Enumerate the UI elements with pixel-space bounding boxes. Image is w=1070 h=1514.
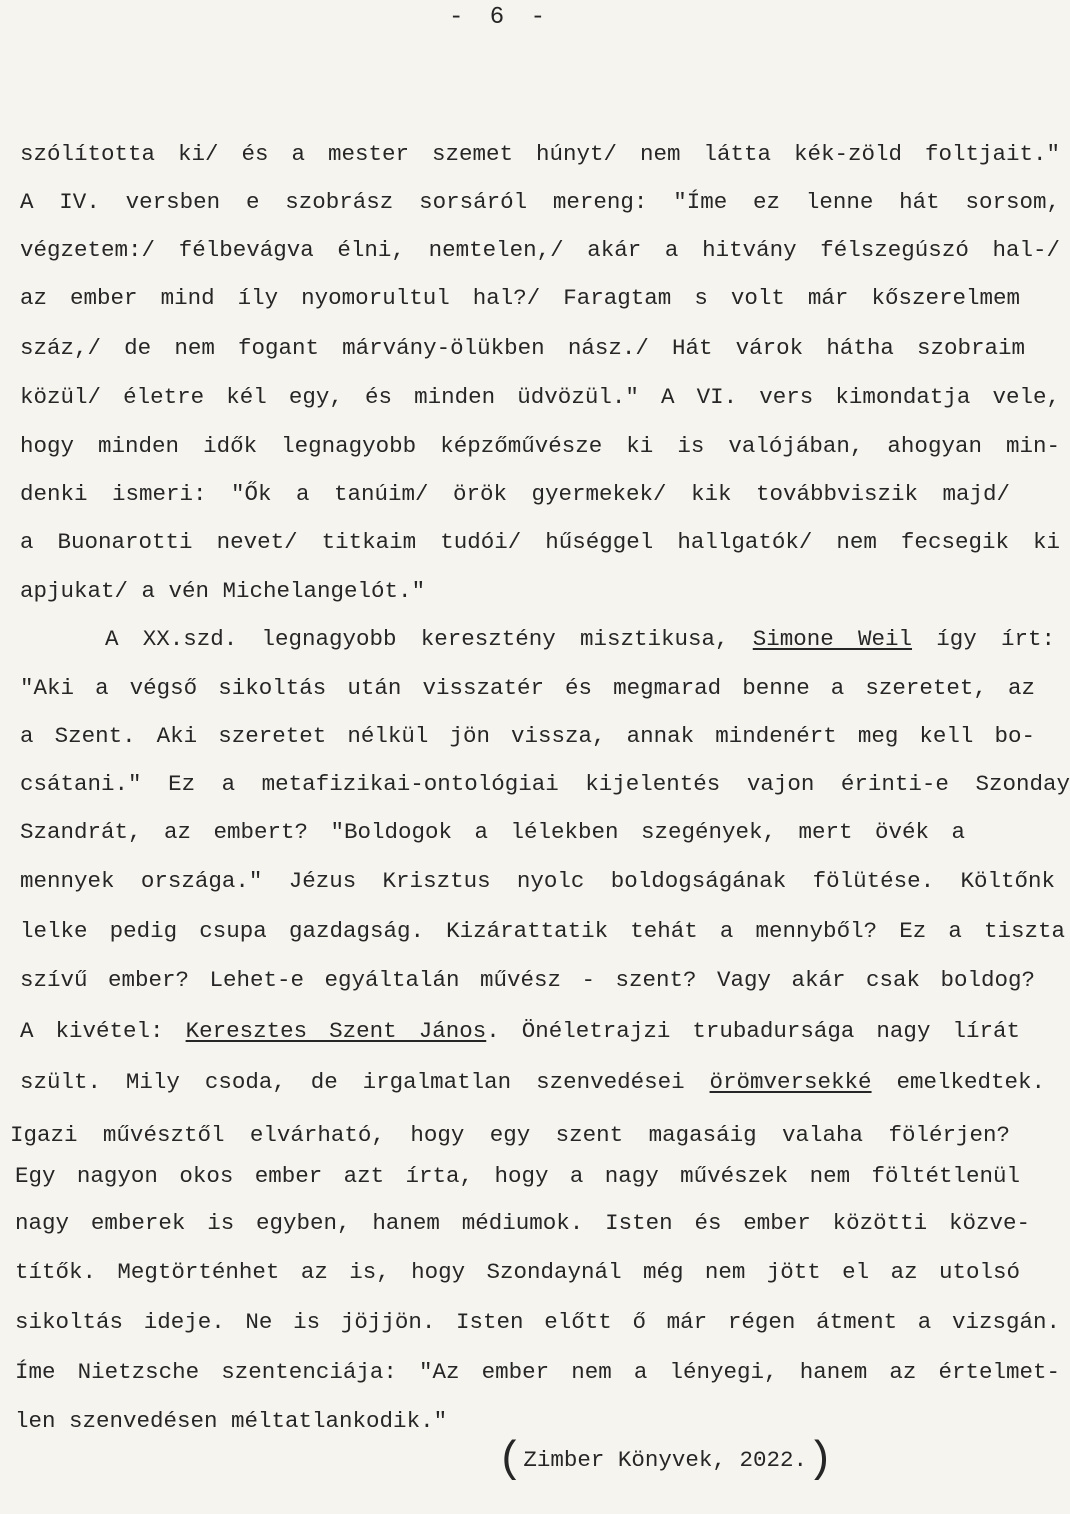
text-line: A IV. versben e szobrász sorsáról mereng: "Íme ez lenne hát sorsom,	[20, 189, 1060, 215]
text-line: az ember mind íly nyomorultul hal?/ Faragtam s volt már kőszerelmem	[20, 285, 1020, 311]
text-line: közül/ életre kél egy, és minden üdvözül." A VI. vers kimondatja vele,	[20, 384, 1060, 410]
text-span: szült. Mily csoda, de irgalmatlan szenvedései	[20, 1069, 710, 1095]
text-line: csátani." Ez a metafizikai-ontológiai kijelentés vajon érinti-e Szonday	[20, 771, 1070, 797]
text-line: Igazi művésztől elvárható, hogy egy szent magasáig valaha fölérjen?	[10, 1122, 1010, 1148]
text-line: a Szent. Aki szeretet nélkül jön vissza, annak mindenért meg kell bo-	[20, 723, 1035, 749]
text-line: a Buonarotti nevet/ titkaim tudói/ hűséggel hallgatók/ nem fecsegik ki	[20, 529, 1060, 555]
name-keresztes-szent-janos: Keresztes Szent János	[185, 1018, 487, 1044]
name-simone-weil: Simone Weil	[752, 626, 913, 652]
text-line: végzetem:/ félbevágva élni, nemtelen,/ akár a hitvány félszegúszó hal-/	[20, 237, 1060, 263]
text-line: nagy emberek is egyben, hanem médiumok. Isten és ember közötti közve-	[15, 1210, 1030, 1236]
paragraph-line	[105, 625, 1055, 653]
text-line: apjukat/ a vén Michelangelót."	[20, 578, 426, 604]
text-span: . Önéletrajzi trubadursága nagy lírát	[486, 1018, 1020, 1044]
source-text: Zimber Könyvek, 2022.	[523, 1447, 807, 1473]
text-span: A kivétel:	[20, 1018, 186, 1044]
text-line: len szenvedésen méltatlankodik."	[15, 1408, 448, 1434]
text-line: lelke pedig csupa gazdagság. Kizárattatik tehát a mennyből? Ez a tiszta	[20, 918, 1065, 944]
text-line: títők. Megtörténhet az is, hogy Szondaynál még nem jött el az utolsó	[15, 1259, 1020, 1285]
text-line: száz,/ de nem fogant márvány-ölükben nász./ Hát várok hátha szobraim	[20, 335, 1025, 361]
text-line: "Aki a végső sikoltás után visszatér és megmarad benne a szeretet, az	[20, 675, 1035, 701]
source-citation	[497, 1435, 834, 1486]
text-line: sikoltás ideje. Ne is jöjjön. Isten előtt ő már régen átment a vizsgán.	[15, 1309, 1060, 1335]
paragraph-line	[20, 1068, 1045, 1096]
word-oromversekke: örömversekké	[709, 1069, 872, 1095]
text-line: hogy minden idők legnagyobb képzőművésze ki is valójában, ahogyan min-	[20, 433, 1060, 459]
text-line: mennyek országa." Jézus Krisztus nyolc boldogságának fölütése. Költőnk	[20, 868, 1055, 894]
text-line: Íme Nietzsche szentenciája: "Az ember nem a lényegi, hanem az értelmet-	[15, 1359, 1060, 1385]
text-line: Egy nagyon okos ember azt írta, hogy a nagy művészek nem föltétlenül	[15, 1163, 1020, 1189]
page-number: - 6 -	[448, 4, 551, 31]
text-line: Szandrát, az embert? "Boldogok a lélekben szegények, mert övék a	[20, 819, 965, 845]
text-span: így írt:	[912, 626, 1055, 652]
paragraph-line	[20, 1017, 1020, 1045]
text-line: denki ismeri: "Ők a tanúim/ örök gyermekek/ kik továbbviszik majd/	[20, 481, 1010, 507]
open-paren: (	[497, 1435, 524, 1486]
close-paren: )	[806, 1435, 834, 1486]
text-span: emelkedtek.	[871, 1069, 1045, 1095]
text-line: szívű ember? Lehet-e egyáltalán művész - szent? Vagy akár csak boldog?	[20, 967, 1035, 993]
text-span: A XX.szd. legnagyobb keresztény misztikusa,	[105, 626, 753, 652]
text-line: szólította ki/ és a mester szemet húnyt/ nem látta kék-zöld foltjait."	[20, 141, 1060, 167]
